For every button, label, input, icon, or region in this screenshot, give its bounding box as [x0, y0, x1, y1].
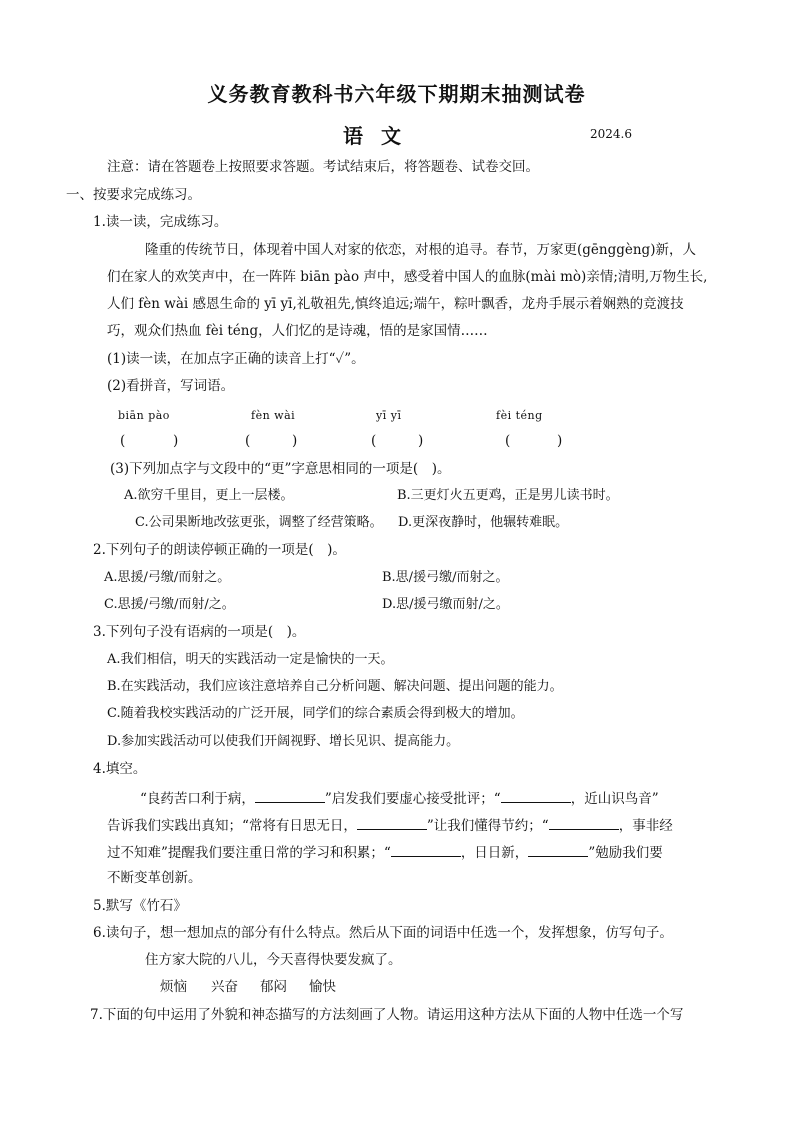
q6-sentence: 住方家大院的八儿，今天喜得快要发疯了。: [145, 952, 402, 968]
option-b: B.在实践活动，我们应该注意培养自己分析问题、解决问题、提出问题的能力。: [107, 679, 563, 694]
option-c: C.思援/弓缴/而射/之。: [104, 597, 235, 612]
fill-text: ”让我们懂得节约；“: [426, 818, 549, 834]
exam-date: 2024.6: [590, 127, 632, 141]
exam-title: 义务教育教科书六年级下期期末抽测试卷: [207, 82, 586, 106]
fill-text: ，事非经: [618, 818, 673, 834]
section-heading: 一、按要求完成练习。: [66, 187, 201, 203]
q1-sub1: (1)读一读，在加点字正确的读音上打“✓”。: [107, 351, 365, 367]
fill-text: “良药苦口利于病，: [140, 791, 255, 807]
word-choice: 郁闷: [260, 979, 287, 995]
passage-line: 隆重的传统节日，体现着中国人对家的依恋，对根的追寻。春节，万家更(gēnggèng)新，人: [145, 242, 696, 258]
fill-blank[interactable]: [255, 788, 325, 803]
fill-text: ，日日新，: [460, 845, 529, 861]
q7-label: 7.下面的句中运用了外貌和神态描写的方法刻画了人物。请运用这种方法从下面的人物中任选一个写: [90, 1007, 684, 1023]
pinyin-prompt: fèn wài: [251, 409, 296, 422]
answer-paren-close: ): [173, 433, 179, 449]
option-a: A.欲穷千里目，更上一层楼。: [124, 488, 294, 503]
option-b: B.三更灯火五更鸡，正是男儿读书时。: [397, 488, 619, 503]
fill-line: [140, 788, 659, 808]
fill-blank[interactable]: [549, 815, 619, 830]
fill-blank[interactable]: [391, 842, 461, 857]
option-d: D.参加实践活动可以使我们开阔视野、增长见识、提高能力。: [107, 734, 460, 749]
notice-text: 注意：请在答题卷上按照要求答题。考试结束后，将答题卷、试卷交回。: [107, 159, 539, 175]
passage-line: 们在家人的欢笑声中，在一阵阵 biān pào 声中，感受着中国人的血脉(mài mò)亲情;清明,万物生长,: [107, 269, 708, 285]
fill-text: ”勉励我们要: [588, 845, 663, 861]
word-choice: 愉快: [309, 979, 336, 995]
option-d: D.思/援弓缴而射/之。: [382, 597, 509, 612]
option-c: C.随着我校实践活动的广泛开展，同学们的综合素质会得到极大的增加。: [107, 706, 524, 721]
answer-paren-close: ): [557, 433, 563, 449]
q1-sub2: (2)看拼音，写词语。: [107, 378, 235, 394]
fill-text: ”启发我们要虚心接受批评；“: [324, 791, 501, 807]
fill-blank[interactable]: [501, 788, 571, 803]
pinyin-prompt: biān pào: [118, 409, 170, 422]
option-b: B.思/援弓缴/而射之。: [382, 570, 509, 585]
q3-label: 3.下列句子没有语病的一项是( )。: [93, 624, 306, 640]
fill-blank[interactable]: [357, 815, 427, 830]
option-a: A.我们相信，明天的实践活动一定是愉快的一天。: [107, 652, 394, 667]
q5-label: 5.默写《竹石》: [93, 898, 187, 914]
word-choice: 兴奋: [211, 979, 238, 995]
answer-paren-open: (: [120, 433, 126, 449]
answer-paren-open: (: [505, 433, 511, 449]
fill-text: ，近山识鸟音”: [570, 791, 659, 807]
fill-line: [107, 815, 673, 835]
passage-line: 人们 fèn wài 感恩生命的 yī yī,礼敬祖先,慎终追远;端午，粽叶飘香，龙舟手展示着娴熟的竞渡技: [107, 296, 684, 312]
option-a: A.思援/弓缴/而射之。: [104, 570, 231, 585]
answer-paren-open: (: [371, 433, 377, 449]
fill-text: 告诉我们实践出真知；“常将有日思无日，: [107, 818, 357, 834]
word-choice: 烦恼: [160, 979, 187, 995]
passage-line: 巧，观众们热血 fèi téng，人们忆的是诗魂，悟的是家国情……: [107, 323, 488, 339]
answer-paren-open: (: [245, 433, 251, 449]
q1-sub3: (3)下列加点字与文段中的“更”字意思相同的一项是( )。: [110, 461, 451, 477]
pinyin-prompt: fèi téng: [496, 409, 543, 422]
q4-label: 4.填空。: [93, 761, 147, 777]
answer-paren-close: ): [292, 433, 298, 449]
option-c: C.公司果断地改弦更张，调整了经营策略。: [135, 515, 383, 530]
fill-blank[interactable]: [528, 842, 588, 857]
subject-title: 语文: [343, 124, 419, 148]
q1-label: 1.读一读，完成练习。: [93, 214, 228, 230]
option-d: D.更深夜静时，他辗转难眠。: [398, 515, 569, 530]
pinyin-prompt: yī yī: [376, 409, 402, 422]
answer-paren-close: ): [418, 433, 424, 449]
q6-label: 6.读句子，想一想加点的部分有什么特点。然后从下面的词语中任选一个，发挥想象，仿写句子。: [93, 925, 673, 941]
fill-text: 过不知难”提醒我们要注重日常的学习和积累；“: [107, 845, 391, 861]
fill-line: 不断变革创新。: [107, 870, 202, 886]
fill-line: [107, 842, 663, 862]
q2-label: 2.下列句子的朗读停顿正确的一项是( )。: [93, 542, 346, 558]
